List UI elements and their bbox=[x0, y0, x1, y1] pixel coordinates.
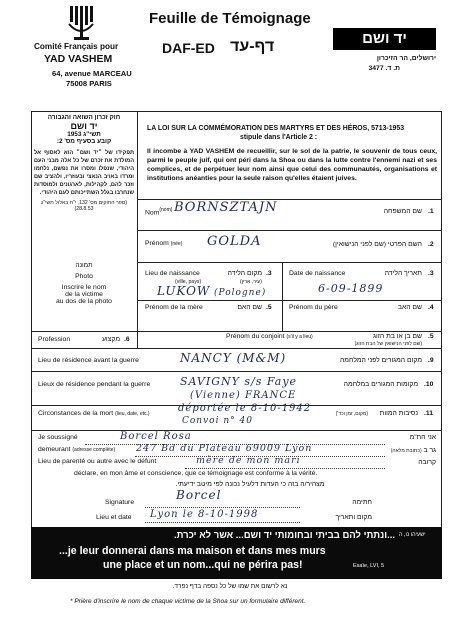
lieu-naissance-hebrew-sub: (עיר, ארץ) bbox=[239, 279, 262, 285]
demeurant-hebrew-text: גר ב bbox=[423, 447, 436, 454]
soussigne-field[interactable]: Borcel Rosa bbox=[120, 431, 192, 442]
photo-box[interactable] bbox=[34, 262, 134, 305]
sidebar-title-2: יד ושם bbox=[70, 121, 98, 131]
mort-hebrew-sub: (מקום, זמן וכד') bbox=[335, 411, 368, 417]
residence-pendant-hebrew: מקומות המגורים במלחמה bbox=[343, 381, 418, 388]
footer-hebrew: נא לרשום את שמו של כל נספה בדף נפרד. bbox=[172, 583, 288, 590]
conjoint-label bbox=[226, 333, 313, 340]
daf-ed-title: DAF-ED bbox=[162, 40, 215, 56]
prenom-mere-hebrew: שם האם bbox=[237, 304, 262, 311]
nom-field[interactable]: BORNSZTAJN bbox=[174, 200, 278, 215]
conjoint-hebrew: שם בן או בת הזוג bbox=[373, 333, 422, 340]
sidebar-body: תפקידו של ״יד ושם״ הוא לאסוף אל המולדת את זכרם של כל אלה מבני העם היהודי, שנפלו ומסרו את נפשם, נלחמו ומרדו באויב הנאצי ובעוזריו, ולהציב שם וזכר להם, לקהילות, לארגונים ולמוסדות שנחרבו בגלל השתייכותם לעם היהודי. bbox=[34, 150, 134, 196]
profession-label: Profession bbox=[38, 336, 71, 343]
nom-sup: (nom) bbox=[159, 207, 173, 213]
mort-label-text: Circonstances de la mort bbox=[38, 410, 114, 417]
prenom-number: .2 bbox=[428, 241, 434, 248]
signature-line bbox=[145, 507, 300, 508]
demeurant-label bbox=[38, 446, 115, 453]
demeurant-field[interactable]: 247 Bd du Plateau 69009 Lyon bbox=[136, 443, 313, 454]
mort-hebrew: נסיבות המוות bbox=[379, 410, 418, 417]
profession-divider bbox=[137, 331, 138, 348]
lieu-naissance-label: Lieu de naissance bbox=[145, 270, 200, 277]
sidebar-title-1: חוק זכרון השואה והגבורה bbox=[47, 114, 121, 121]
prenom-mere-number: .5 bbox=[266, 304, 272, 311]
residence-pendant-label: Lieux de résidence pendant la guerre bbox=[38, 381, 151, 388]
row-divider-6 bbox=[31, 371, 442, 372]
row-divider-5 bbox=[31, 348, 442, 349]
signature-field[interactable]: Borcel bbox=[176, 488, 222, 502]
quote-banner bbox=[31, 527, 442, 579]
yad-vashem-hebrew: יד ושם bbox=[362, 30, 407, 47]
mort-field-1[interactable]: déportée le 8-10-1942 bbox=[178, 403, 312, 414]
signature-label: Signature bbox=[105, 499, 135, 506]
prenom-label-text: Prénom bbox=[145, 240, 169, 247]
parente-label: Lieu de parenté ou autre avec le défunt bbox=[38, 458, 157, 465]
residence-pendant-field-1[interactable]: SAVIGNY s/s Faye bbox=[180, 375, 298, 388]
signature-hebrew: חתימה bbox=[352, 499, 372, 506]
date-naissance-hebrew: תאריך הלידה bbox=[384, 270, 422, 277]
row-divider-2 bbox=[137, 262, 442, 263]
lieu-naissance-sub: (ville, pays) bbox=[175, 279, 202, 285]
conjoint-hebrew-sub: (שם לפני הנישואין של הבת הזוג) bbox=[354, 341, 422, 347]
committee-name: Comité Français pour bbox=[34, 42, 119, 51]
date-naissance-number: .3 bbox=[428, 270, 434, 277]
lieu-naissance-hebrew: מקום הלידה bbox=[227, 270, 262, 277]
banner-hebrew-text: ...ונתתי להם בביתי ובחומותי יד ושם... אשר לא יכרת. bbox=[173, 530, 395, 541]
photo-label: Photo bbox=[75, 273, 93, 280]
hebrew-law-sidebar bbox=[34, 114, 134, 212]
prenom-pere-number: .4 bbox=[428, 304, 434, 311]
declare-hebrew: מצהיר/ה בזה כי העדות דלעיל נכונה לפי מיטב ידיעתי. bbox=[175, 481, 325, 488]
conjoint-number: .5 bbox=[428, 333, 434, 340]
parente-field[interactable]: mère de mon mari bbox=[196, 455, 301, 466]
org-address-line2: 75008 PARIS bbox=[66, 79, 112, 88]
yad-vashem-logo bbox=[333, 28, 436, 50]
profession-hebrew: מקצוע bbox=[101, 336, 120, 343]
parente-hebrew: קרובה bbox=[418, 459, 436, 466]
lieu-date-line bbox=[145, 522, 300, 523]
law-title: LA LOI SUR LA COMMÉMORATION DES MARTYRS ET DES HÉROS, 5713-1953 bbox=[147, 125, 405, 132]
photo-caption-1: Inscrire le nom bbox=[61, 284, 107, 291]
prenom-mere-label: Prénom de la mère bbox=[145, 304, 203, 311]
nom-hebrew: שם המשפחה bbox=[383, 208, 422, 215]
residence-avant-hebrew: מקום המגורים לפני המלחמה bbox=[340, 357, 422, 364]
banner-french-2: une place et un nom...qui ne périra pas! bbox=[103, 559, 303, 571]
conjoint-label-text: Prénom du conjoint bbox=[226, 333, 285, 340]
menorah-logo bbox=[68, 6, 94, 40]
law-text: Il incombe à YAD VASHEM de recueillir, sur le sol de la patrie, le souvenir de tous ceux, parmi le peuple juif, qui ont péri dans la Shoa ou dans la lutte contre l'ennemi nazi et ses complices, et de perpétuer leur nom ainsi que celui des communautés, organisations et institutions anéanties pour la seule raison qu'elles étaient juives. bbox=[147, 148, 437, 182]
nom-label-text: Nom bbox=[145, 209, 160, 217]
photo-caption-3: au dos de la photo bbox=[56, 298, 112, 305]
nom-label bbox=[145, 207, 172, 216]
row-divider-3 bbox=[137, 300, 442, 301]
declare-text: déclare, en mon âme et conscience, que ce témoignage est conforme à la vérité. bbox=[74, 470, 318, 477]
demeurant-hebrew-sub: (כתובת מלאה) bbox=[390, 448, 422, 454]
org-name: YAD VASHEM bbox=[44, 53, 113, 65]
prenom-pere-hebrew: שם האב bbox=[397, 304, 422, 311]
demeurant-hebrew bbox=[368, 447, 436, 454]
birth-divider bbox=[282, 262, 283, 331]
page-title: Feuille de Témoignage bbox=[149, 10, 311, 27]
prenom-field[interactable]: GOLDA bbox=[207, 234, 262, 249]
banner-hebrew bbox=[65, 530, 395, 541]
sidebar-title-4: קובע בסעיף מס' 2: bbox=[56, 138, 112, 145]
date-naissance-label: Date de naissance bbox=[289, 270, 346, 277]
mort-number: .11 bbox=[424, 410, 434, 417]
mort-sup: (lieu, date, etc.) bbox=[115, 411, 150, 417]
profession-number: .6 bbox=[124, 336, 130, 343]
banner-hebrew-ref: ישעיהו נו, ה bbox=[399, 532, 426, 538]
lieu-date-field[interactable]: Lyon le 8-10-1998 bbox=[150, 509, 259, 520]
sidebar-footnote: (ספר החוקים מס' 132, י"ח באלול תשי"ג 28.8.53) bbox=[41, 200, 127, 212]
soussigne-hebrew: אני הח"מ bbox=[409, 434, 436, 441]
lieu-date-label: Lieu et date bbox=[96, 514, 132, 521]
row-divider-8 bbox=[31, 430, 442, 431]
sidebar-divider bbox=[137, 111, 138, 331]
residence-pendant-number: .10 bbox=[424, 381, 434, 388]
prenom-sup: (née) bbox=[170, 241, 183, 247]
mort-field-2[interactable]: Convoi n° 40 bbox=[182, 416, 253, 426]
row-divider-4 bbox=[31, 331, 442, 332]
lieu-naissance-country[interactable]: (Pologne) bbox=[214, 288, 267, 298]
banner-french-1: ...je leur donnerai dans ma maison et dans mes murs bbox=[59, 545, 326, 557]
parente-line bbox=[185, 468, 385, 469]
sidebar-title-3: תשי"ג 1953 bbox=[67, 131, 101, 138]
prenom-hebrew: השם הפרטי (שם לפני הנישואין) bbox=[332, 241, 422, 248]
photo-hebrew: תמונה bbox=[75, 262, 93, 269]
jerusalem-address: ירושלים, הר הזיכרון bbox=[376, 55, 436, 62]
row-divider-1 bbox=[137, 230, 442, 231]
org-address-line1: 64, avenue MARCEAU bbox=[52, 69, 132, 78]
residence-avant-number: .9 bbox=[428, 357, 434, 364]
demeurant-label-text: demeurant bbox=[38, 446, 71, 453]
soussigne-label: Je soussigné bbox=[38, 434, 78, 441]
prenom-pere-label: Prénom du père bbox=[289, 304, 338, 311]
lieu-date-hebrew: מקום ותאריך bbox=[335, 514, 372, 521]
prenom-label bbox=[145, 240, 182, 247]
residence-pendant-field-2[interactable]: (Vienne) FRANCE bbox=[190, 390, 297, 401]
lieu-naissance-field[interactable]: LUKOW bbox=[157, 284, 211, 298]
po-box: ת. ד. 3477 bbox=[368, 65, 400, 72]
nom-number: .1 bbox=[428, 208, 434, 215]
footer-french: * Prière d'inscrire le nom de chaque victime de la Shoa sur un formulaire différent. bbox=[70, 598, 306, 605]
conjoint-sup: (s'il y a lieu) bbox=[286, 334, 313, 340]
date-naissance-field[interactable]: 6-09-1899 bbox=[318, 282, 384, 295]
lieu-naissance-number: .3 bbox=[266, 270, 272, 277]
residence-avant-field[interactable]: NANCY (M&M) bbox=[180, 351, 287, 365]
daf-ed-hebrew: דף-עד bbox=[230, 38, 275, 55]
law-subtitle: stipule dans l'Article 2 : bbox=[240, 134, 318, 141]
mort-label bbox=[38, 410, 150, 417]
photo-caption-2: de la victime bbox=[65, 291, 103, 298]
banner-french-ref: Esaïe, LVI, 5 bbox=[353, 563, 385, 569]
demeurant-sup: (adresse complète) bbox=[72, 447, 116, 453]
residence-avant-label: Lieu de résidence avant la guerre bbox=[38, 357, 139, 364]
